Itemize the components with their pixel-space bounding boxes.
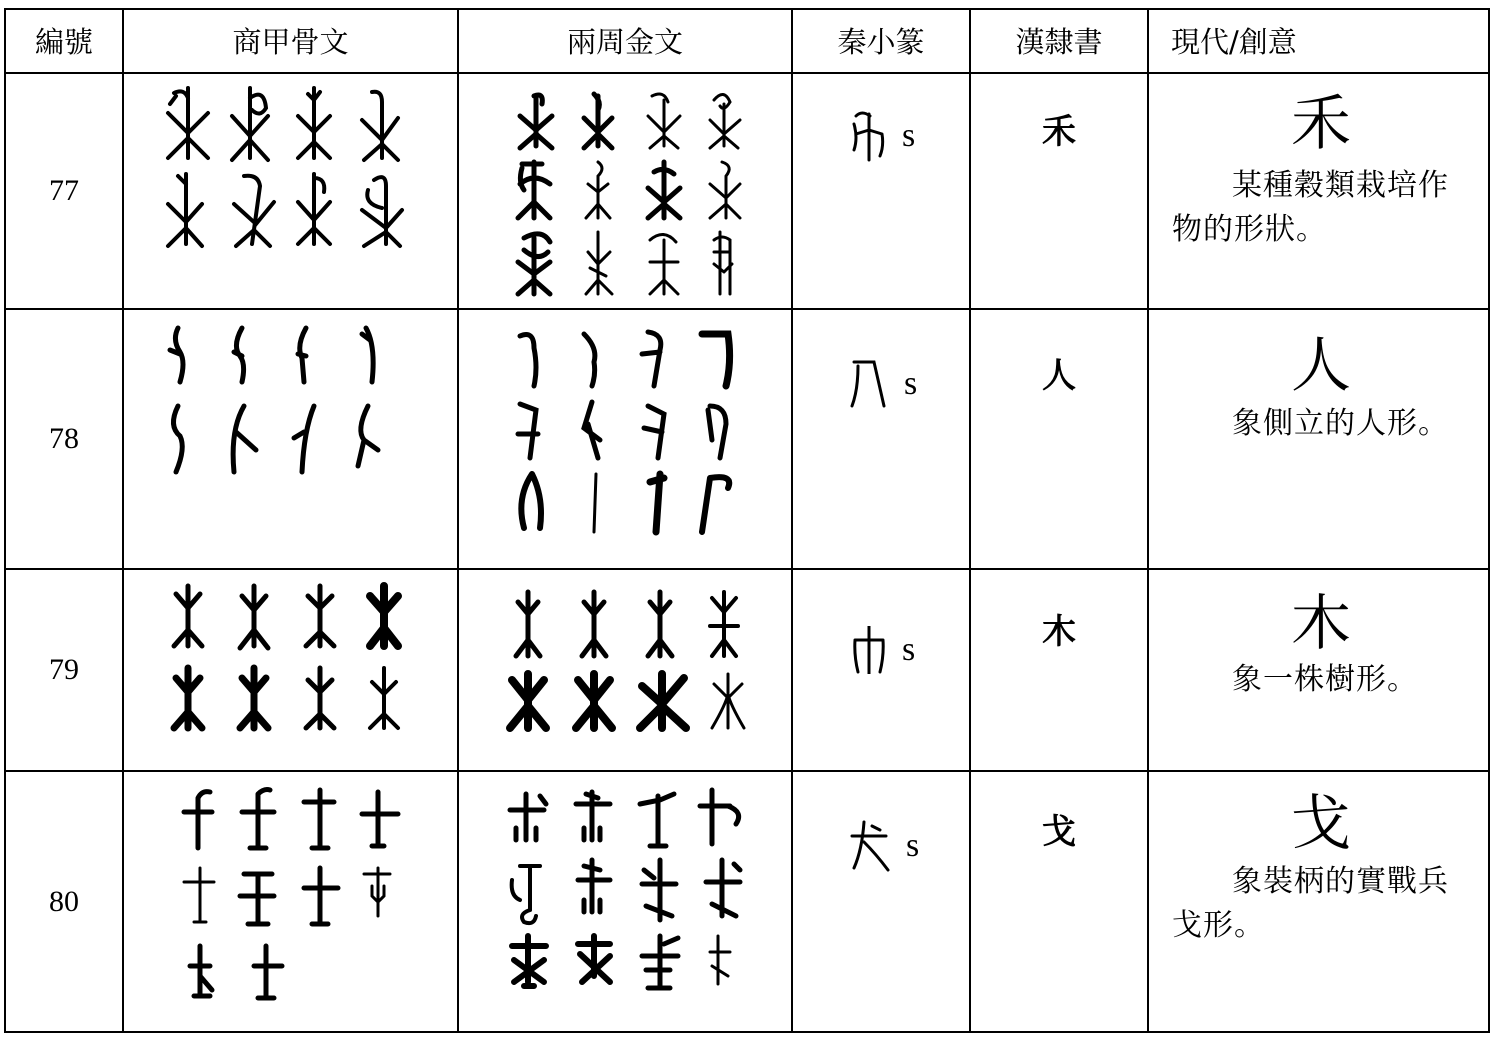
character-meaning: 象側立的人形。	[1232, 406, 1449, 441]
clerical-char: 戈	[1042, 812, 1076, 852]
header-number: 編號	[34, 24, 93, 59]
table-rule	[4, 568, 1490, 570]
header-qin-seal: 秦小篆	[837, 24, 925, 59]
modern-char: 人	[1291, 331, 1351, 401]
table-rule	[4, 308, 1490, 310]
row-number: 79	[49, 653, 79, 686]
table-rule	[4, 72, 1490, 74]
seal-marker: s	[904, 365, 918, 402]
clerical-char: 人	[1042, 356, 1076, 396]
modern-char: 木	[1291, 589, 1351, 659]
row-number: 80	[49, 885, 79, 918]
seal-glyph-ge	[850, 820, 890, 872]
header-shang-oracle-bone: 商甲骨文	[232, 24, 349, 59]
table-rule	[4, 1031, 1490, 1033]
oracle-bone-glyphs-mu	[174, 586, 424, 736]
table-rule	[4, 770, 1490, 772]
oracle-bone-glyphs-ge	[184, 788, 414, 998]
header-han-clerical: 漢隸書	[1015, 24, 1103, 59]
seal-glyph-ren	[850, 358, 888, 410]
oracle-bone-glyphs-ren	[164, 326, 424, 476]
row-number: 78	[49, 422, 79, 455]
header-zhou-bronze: 兩周金文	[566, 24, 683, 59]
modern-char: 戈	[1291, 789, 1351, 859]
seal-marker: s	[906, 827, 920, 864]
clerical-char: 木	[1042, 612, 1076, 652]
table-rule	[1147, 8, 1149, 1033]
seal-script-mu	[852, 626, 915, 674]
modern-char: 禾	[1291, 89, 1351, 159]
seal-script-ren	[850, 358, 917, 410]
clerical-char: 禾	[1042, 112, 1076, 152]
table-rule	[791, 8, 793, 1033]
bronze-glyphs-mu	[506, 592, 756, 742]
table-rule	[457, 8, 459, 1033]
header-modern: 現代/創意	[1171, 24, 1297, 59]
seal-marker: s	[902, 117, 916, 154]
seal-marker: s	[902, 631, 916, 668]
seal-script-ge	[850, 820, 919, 872]
character-meaning: 象裝柄的實戰兵戈形。	[1172, 864, 1449, 943]
table-rule	[969, 8, 971, 1033]
bronze-glyphs-ge	[510, 790, 760, 1000]
oracle-bone-glyphs-he	[154, 88, 434, 248]
character-meaning: 象一株樹形。	[1232, 662, 1418, 697]
seal-script-he	[852, 110, 915, 162]
bronze-glyphs-he	[504, 92, 764, 302]
table-rule	[1488, 8, 1490, 1033]
row-number: 77	[49, 174, 79, 207]
seal-glyph-he	[852, 110, 886, 162]
bronze-glyphs-ren	[514, 328, 754, 538]
character-meaning: 某種穀類栽培作物的形狀。	[1172, 168, 1449, 247]
character-evolution-table	[4, 8, 1490, 1033]
seal-glyph-mu	[852, 626, 886, 674]
